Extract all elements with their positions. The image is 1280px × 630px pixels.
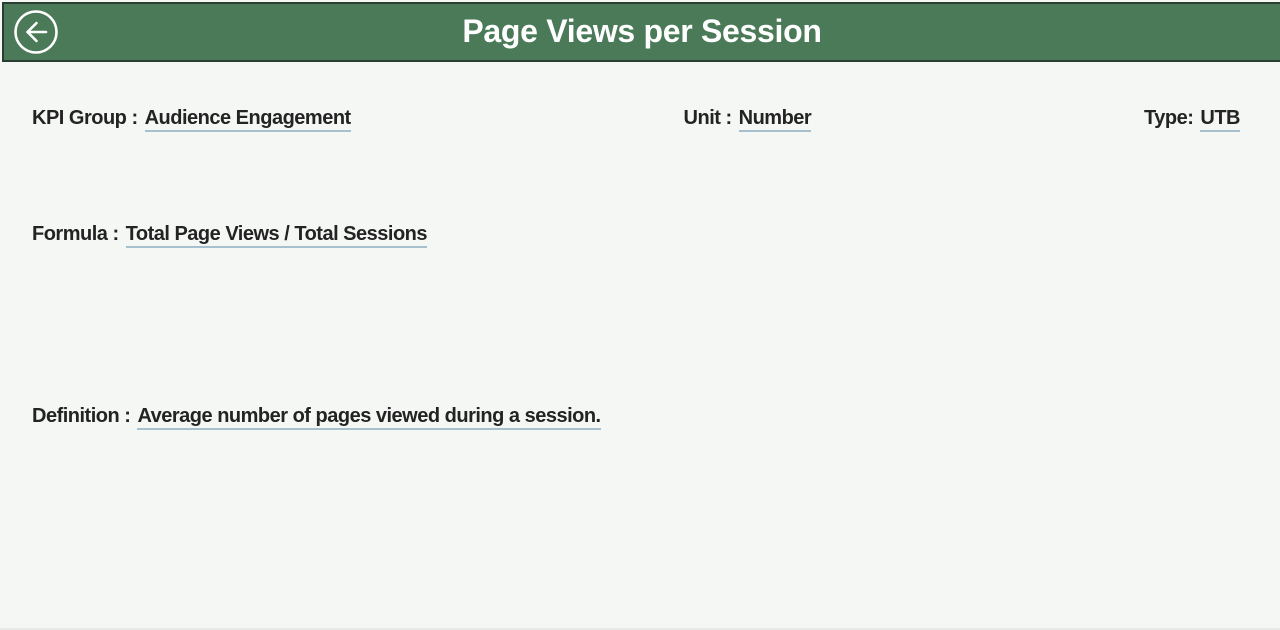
kpi-group-label: KPI Group : [32,107,138,129]
back-button[interactable] [12,8,60,56]
field-kpi-group [32,105,351,131]
definition-row [32,403,1240,429]
formula-value: Total Page Views / Total Sessions [126,223,427,248]
formula-row [32,221,1240,247]
kpi-meta-row [32,105,1240,131]
type-label: Type: [1144,107,1194,129]
field-type [1144,105,1240,131]
content-area [0,62,1280,429]
definition-value: Average number of pages viewed during a session. [137,405,600,430]
definition-label: Definition : [32,405,131,427]
field-definition [32,403,1240,429]
unit-value: Number [739,107,812,132]
header-bar [2,2,1280,62]
formula-label: Formula : [32,223,119,245]
field-formula [32,221,1240,247]
back-arrow-icon [13,9,59,55]
field-unit [684,105,812,131]
kpi-group-value: Audience Engagement [145,107,351,132]
page-title: Page Views per Session [462,13,822,49]
unit-label: Unit : [683,107,732,129]
type-value: UTB [1200,107,1240,132]
